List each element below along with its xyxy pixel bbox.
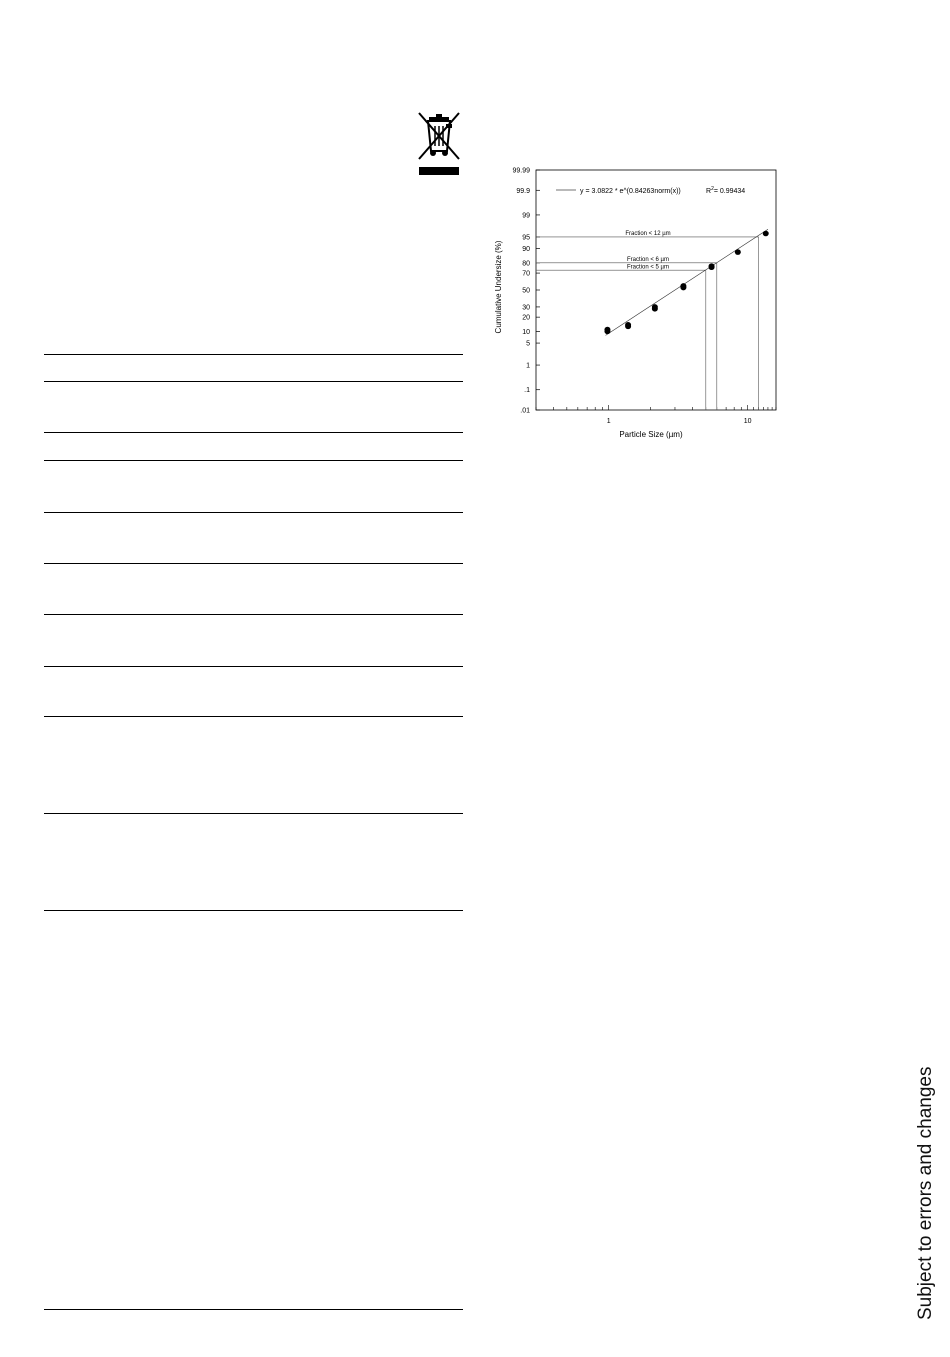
table-rule — [44, 354, 463, 355]
fraction-label: Fraction < 12 µm — [625, 231, 671, 238]
data-point — [763, 231, 769, 237]
table-rule — [44, 381, 463, 382]
data-point — [709, 263, 715, 269]
table-rule — [44, 432, 463, 433]
y-axis-label: Cumulative Undersize (%) — [494, 240, 503, 334]
side-note: Subject to errors and changes — [915, 1066, 936, 1320]
table-rule — [44, 512, 463, 513]
x-axis-label: Particle Size (µm) — [619, 430, 683, 439]
y-tick-label: 10 — [522, 328, 530, 336]
y-tick-label: 30 — [522, 304, 530, 312]
data-point — [652, 304, 658, 310]
table-rule — [44, 716, 463, 717]
fraction-label: Fraction < 6 µm — [627, 257, 669, 264]
table-rule — [44, 666, 463, 667]
y-tick-label: 80 — [522, 260, 530, 268]
y-tick-label: 1 — [526, 362, 530, 370]
fit-line — [606, 229, 768, 335]
y-tick-label: 99.99 — [512, 167, 530, 175]
particle-size-chart — [488, 160, 788, 450]
y-tick-label: 90 — [522, 246, 530, 254]
y-tick-label: 50 — [522, 287, 530, 295]
legend-text: y = 3.0822 * e^(0.84263norm(x)) — [580, 188, 681, 195]
y-tick-label: 95 — [522, 234, 530, 242]
plot-frame — [536, 170, 776, 410]
crossed-out-wheelie-bin-icon — [416, 111, 462, 177]
data-point — [625, 322, 631, 328]
data-point — [680, 283, 686, 289]
x-tick-label: 10 — [743, 418, 752, 425]
table-rule — [44, 460, 463, 461]
y-tick-label: .01 — [520, 407, 530, 415]
y-tick-label: 20 — [522, 314, 530, 322]
y-tick-label: 70 — [522, 270, 530, 278]
y-tick-label: 5 — [526, 340, 530, 348]
x-tick-label: 1 — [606, 418, 611, 425]
table-rule — [44, 614, 463, 615]
y-tick-label: 99.9 — [516, 187, 530, 195]
table-rule — [44, 1309, 463, 1310]
table-rule — [44, 910, 463, 911]
data-point — [604, 327, 610, 333]
legend-r2: $R^2= 0.99434$ — [706, 186, 746, 195]
data-point — [735, 249, 741, 255]
table-rule — [44, 813, 463, 814]
table-rule — [44, 563, 463, 564]
y-tick-label: 99 — [522, 212, 530, 220]
y-tick-label: .1 — [524, 387, 530, 395]
fraction-label: Fraction < 5 µm — [627, 264, 669, 271]
